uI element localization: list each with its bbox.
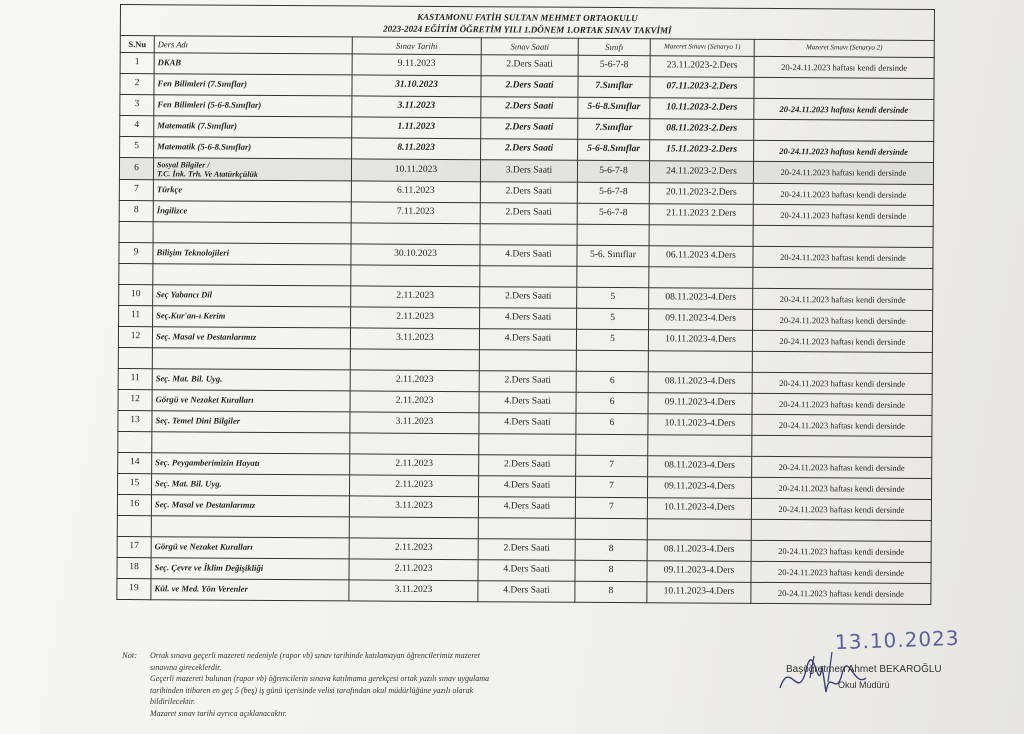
- empty-cell: [478, 518, 575, 540]
- course-name: Bilişim Teknolojileri: [153, 243, 351, 265]
- class-level: 6: [576, 392, 648, 413]
- makeup-scenario-2: 20-24.11.2023 haftası kendi dersinde: [752, 456, 932, 478]
- class-level: 5: [577, 287, 649, 308]
- makeup-scenario-1: 09.11.2023-4.Ders: [647, 477, 751, 499]
- course-name: Matematik (7.Sınıflar): [154, 116, 352, 138]
- exam-date: 31.10.2023: [352, 75, 481, 97]
- makeup-scenario-2: 20-24.11.2023 haftası kendi dersinde: [754, 98, 934, 120]
- course-name: [153, 158, 351, 181]
- exam-hour: 4.Ders Saati: [478, 560, 575, 582]
- exam-date: 2.11.2023: [350, 391, 479, 413]
- class-level: 5-6-8.Sınıflar: [578, 139, 650, 160]
- row-number: 15: [118, 473, 152, 494]
- empty-cell: [118, 347, 152, 368]
- class-level: 6: [576, 413, 648, 434]
- note-line: Geçerli mazereti bulunan (rapor vb) öğrencilerin sınava katılmama gerekçesi ortak yazılı sınav uygulama: [150, 674, 490, 683]
- exam-hour: 4.Ders Saati: [478, 581, 575, 603]
- course-name: Görgü ve Nezaket Kuralları: [151, 537, 349, 559]
- empty-cell: [117, 515, 151, 536]
- class-level: 5-6-7-8: [577, 182, 649, 203]
- empty-cell: [153, 264, 351, 286]
- exam-date: 3.11.2023: [350, 328, 479, 350]
- class-level: 5: [577, 308, 649, 329]
- makeup-scenario-1: 09.11.2023-4.Ders: [648, 393, 752, 415]
- exam-hour: 4.Ders Saati: [479, 413, 576, 435]
- course-name: Seç. Temel Dini Bilgiler: [152, 411, 350, 433]
- course-name: Görgü ve Nezaket Kuralları: [152, 390, 350, 412]
- makeup-scenario-2: 20-24.11.2023 haftası kendi dersinde: [753, 161, 933, 184]
- makeup-scenario-1: 10.11.2023-4.Ders: [648, 414, 752, 436]
- makeup-scenario-1: 10.11.2023-4.Ders: [647, 498, 751, 520]
- exam-schedule-sheet: [116, 4, 935, 605]
- exam-hour: 2.Ders Saati: [481, 97, 578, 119]
- class-level: 5-6-8.Sınıflar: [578, 97, 650, 118]
- empty-cell: [350, 433, 479, 455]
- empty-cell: [576, 350, 648, 371]
- signature-scribble: [770, 648, 880, 708]
- exam-hour: 4.Ders Saati: [480, 245, 577, 267]
- exam-date: 2.11.2023: [349, 475, 478, 497]
- row-number: 9: [119, 242, 153, 263]
- class-level: 8: [575, 560, 647, 581]
- makeup-scenario-1: 09.11.2023-4.Ders: [649, 309, 753, 331]
- exam-hour: 4.Ders Saati: [479, 329, 576, 351]
- makeup-scenario-2: 20-24.11.2023 haftası kendi dersinde: [753, 204, 933, 226]
- empty-cell: [648, 435, 752, 457]
- makeup-scenario-1: 10.11.2023-2.Ders: [650, 98, 754, 120]
- notes-label: Not:: [122, 650, 138, 660]
- empty-cell: [151, 516, 349, 538]
- class-level: 5: [576, 329, 648, 350]
- makeup-scenario-2: 20-24.11.2023 haftası kendi dersinde: [751, 477, 931, 499]
- row-number: 5: [120, 137, 154, 158]
- class-level: 5-6-7-8: [577, 203, 649, 224]
- empty-cell: [752, 435, 932, 457]
- row-number: 1: [120, 53, 154, 74]
- col-makeup-1: Mazeret Sınavı (Senaryo 1): [650, 39, 754, 57]
- makeup-scenario-1: 09.11.2023-4.Ders: [647, 561, 751, 583]
- exam-hour: 4.Ders Saati: [478, 476, 575, 498]
- class-level: 5-6. Sınıflar: [577, 245, 649, 266]
- empty-cell: [119, 221, 153, 242]
- empty-cell: [647, 519, 751, 541]
- class-level: 5-6-7-8: [577, 160, 649, 182]
- makeup-scenario-1: 21.11.2023 2.Ders: [649, 204, 753, 226]
- course-name: Seç.Kur'an-ı Kerim: [153, 306, 351, 328]
- exam-date: 2.11.2023: [350, 454, 479, 476]
- makeup-scenario-1: 15.11.2023-2.Ders: [650, 140, 754, 162]
- note-line: sınavına gireceklerdir.: [150, 662, 222, 672]
- col-class: Sınıfı: [578, 38, 650, 55]
- makeup-scenario-2: 20-24.11.2023 haftası kendi dersinde: [751, 561, 931, 583]
- row-number: 7: [119, 179, 153, 200]
- row-number: 10: [119, 284, 153, 305]
- empty-cell: [577, 266, 649, 287]
- principal-name: Başöğretmen Ahmet BEKAROĞLU: [786, 664, 942, 675]
- course-name-line-1: Sosyal Bilgiler /: [156, 159, 210, 170]
- empty-cell: [648, 351, 752, 373]
- class-level: 5-6-7-8: [578, 55, 650, 76]
- empty-cell: [479, 434, 576, 456]
- exam-date: 3.11.2023: [352, 96, 481, 118]
- course-name: Seç. Çevre ve İklim Değişikliği: [151, 558, 349, 580]
- empty-cell: [751, 519, 931, 541]
- class-level: 7: [575, 497, 647, 518]
- empty-cell: [119, 263, 153, 284]
- course-name: İngilizce: [153, 201, 351, 223]
- makeup-scenario-2: 20-24.11.2023 haftası kendi dersinde: [753, 309, 933, 331]
- makeup-scenario-2: 20-24.11.2023 haftası kendi dersinde: [754, 56, 934, 78]
- col-makeup-2: Mazeret Sınavı (Senaryo 2): [754, 39, 934, 57]
- exam-date: 2.11.2023: [349, 559, 478, 581]
- class-level: 8: [575, 581, 647, 602]
- course-name: DKAB: [154, 53, 352, 75]
- row-number: 6: [119, 158, 153, 180]
- exam-hour: 2.Ders Saati: [481, 76, 578, 98]
- makeup-scenario-2: 20-24.11.2023 haftası kendi dersinde: [752, 414, 932, 436]
- empty-cell: [351, 223, 480, 245]
- class-level: 7.Sınıflar: [578, 118, 650, 139]
- row-number: 2: [120, 74, 154, 95]
- makeup-scenario-1: 08.11.2023-4.Ders: [648, 456, 752, 478]
- course-name: Fen Bilimleri (5-6-8.Sınıflar): [154, 95, 352, 117]
- empty-cell: [649, 267, 753, 289]
- table-title: [120, 5, 934, 41]
- course-name: Seç Yabancı Dil: [153, 285, 351, 307]
- row-number: 4: [120, 116, 154, 137]
- note-line: Ortak sınava geçerli mazereti nedeniyle (rapor vb) sınav tarihinde katılamayan öğrencilerimiz mazeret: [150, 651, 480, 660]
- row-number: 16: [117, 494, 151, 515]
- makeup-scenario-2: 20-24.11.2023 haftası kendi dersinde: [753, 246, 933, 268]
- makeup-scenario-1: 06.11.2023 4.Ders: [649, 246, 753, 268]
- empty-cell: [576, 434, 648, 455]
- makeup-scenario-1: 08.11.2023-4.Ders: [649, 288, 753, 310]
- empty-cell: [575, 518, 647, 539]
- row-number: 3: [120, 95, 154, 116]
- empty-cell: [349, 517, 478, 539]
- empty-cell: [480, 266, 577, 288]
- course-name: Seç. Mat. Bil. Uyg.: [152, 369, 350, 391]
- table-row: [117, 578, 931, 604]
- empty-cell: [753, 267, 933, 289]
- makeup-scenario-2: 20-24.11.2023 haftası kendi dersinde: [751, 498, 931, 520]
- row-number: 18: [117, 557, 151, 578]
- exam-hour: 2.Ders Saati: [481, 118, 578, 140]
- exam-hour: 2.Ders Saati: [480, 287, 577, 309]
- empty-cell: [752, 351, 932, 373]
- note-line: tarihinden itibaren en geç 5 (beş) iş günü içerisinde velisi tarafından okul müdürlüğüne yazılı olarak: [150, 685, 474, 695]
- exam-date: 8.11.2023: [352, 138, 481, 160]
- exam-hour: 4.Ders Saati: [478, 497, 575, 519]
- empty-cell: [480, 224, 577, 246]
- row-number: 12: [118, 389, 152, 410]
- empty-cell: [152, 432, 350, 454]
- empty-cell: [649, 225, 753, 247]
- course-name: Seç. Mat. Bil. Uyg.: [152, 474, 350, 496]
- class-level: 7: [576, 455, 648, 476]
- makeup-scenario-2: 20-24.11.2023 haftası kendi dersinde: [754, 140, 934, 162]
- class-level: 6: [576, 371, 648, 392]
- principal-role: Okul Müdürü: [838, 680, 890, 690]
- exam-date: 6.11.2023: [351, 181, 480, 203]
- class-level: 7.Sınıflar: [578, 76, 650, 97]
- exam-date: 7.11.2023: [351, 202, 480, 224]
- makeup-scenario-2: 20-24.11.2023 haftası kendi dersinde: [752, 372, 932, 394]
- handwritten-date: 13.10.2023: [834, 625, 960, 655]
- exam-date: 10.11.2023: [351, 159, 480, 182]
- empty-cell: [351, 265, 480, 287]
- makeup-scenario-1: 08.11.2023-4.Ders: [648, 372, 752, 394]
- empty-cell: [350, 349, 479, 371]
- exam-date: 3.11.2023: [349, 580, 478, 602]
- exam-date: 2.11.2023: [350, 370, 479, 392]
- exam-schedule-table: [116, 4, 935, 605]
- exam-date: 2.11.2023: [351, 307, 480, 329]
- exam-hour: 4.Ders Saati: [480, 308, 577, 330]
- exam-hour: 2.Ders Saati: [478, 539, 575, 561]
- course-name: Matematik (5-6-8.Sınıflar): [154, 137, 352, 159]
- row-number: 11: [119, 305, 153, 326]
- empty-cell: [152, 348, 350, 370]
- empty-cell: [118, 431, 152, 452]
- exam-hour: 2.Ders Saati: [481, 55, 578, 77]
- col-course: Ders Adı: [154, 36, 352, 54]
- course-name: Seç. Masal ve Destanlarımız: [151, 495, 349, 517]
- row-number: 8: [119, 200, 153, 221]
- row-number: 13: [118, 410, 152, 431]
- course-name: Kül. ve Med. Yön Verenler: [151, 579, 349, 601]
- row-number: 12: [118, 326, 152, 347]
- schedule-subtitle: 2023-2024 EĞİTİM ÖĞRETİM YILI 1.DÖNEM 1.ORTAK SINAV TAKVİMİ: [383, 23, 672, 36]
- makeup-scenario-1: 24.11.2023-2.Ders: [649, 161, 753, 184]
- exam-hour: 2.Ders Saati: [480, 203, 577, 225]
- exam-date: 2.11.2023: [349, 538, 478, 560]
- exam-date: 3.11.2023: [349, 496, 478, 518]
- col-hour: Sınav Saati: [481, 38, 578, 56]
- exam-date: 2.11.2023: [351, 286, 480, 308]
- exam-date: 3.11.2023: [350, 412, 479, 434]
- makeup-scenario-2: 20-24.11.2023 haftası kendi dersinde: [752, 393, 932, 415]
- note-line: bildirilecektir.: [150, 697, 196, 706]
- row-number: 14: [118, 452, 152, 473]
- exam-hour: 2.Ders Saati: [480, 182, 577, 204]
- row-number: 17: [117, 536, 151, 557]
- class-level: 7: [575, 476, 647, 497]
- course-name: Fen Bilimleri (7.Sınıflar): [154, 74, 352, 96]
- row-number: 19: [117, 578, 151, 599]
- makeup-scenario-1: 08.11.2023-4.Ders: [647, 540, 751, 562]
- exam-date: 30.10.2023: [351, 244, 480, 266]
- makeup-scenario-2: 20-24.11.2023 haftası kendi dersinde: [753, 183, 933, 205]
- makeup-scenario-1: 10.11.2023-4.Ders: [647, 582, 751, 604]
- exam-hour: 4.Ders Saati: [479, 392, 576, 414]
- course-name: Türkçe: [153, 180, 351, 202]
- makeup-scenario-1: 08.11.2023-2.Ders: [650, 119, 754, 141]
- note-line: Mazaret sınav tarihi ayrıca açıklanacaktır.: [150, 708, 287, 718]
- course-name: Seç. Masal ve Destanlarımız: [152, 327, 350, 349]
- makeup-scenario-2: [754, 119, 934, 141]
- class-level: 8: [575, 539, 647, 560]
- course-name: Seç. Peygamberimizin Hayatı: [152, 453, 350, 475]
- makeup-scenario-1: 07.11.2023-2.Ders: [650, 77, 754, 99]
- school-name: KASTAMONU FATİH SULTAN MEHMET ORTAOKULU: [417, 11, 638, 24]
- empty-cell: [577, 224, 649, 245]
- empty-cell: [479, 350, 576, 372]
- makeup-scenario-2: [754, 77, 934, 99]
- exam-hour: 2.Ders Saati: [481, 139, 578, 161]
- col-date: Sınav Tarihi: [352, 37, 481, 55]
- makeup-scenario-1: 20.11.2023-2.Ders: [649, 183, 753, 205]
- empty-cell: [753, 225, 933, 247]
- makeup-scenario-1: 23.11.2023-2.Ders: [650, 56, 754, 78]
- makeup-scenario-1: 10.11.2023-4.Ders: [648, 330, 752, 352]
- makeup-scenario-2: 20-24.11.2023 haftası kendi dersinde: [753, 288, 933, 310]
- course-name-line-2: T.C. İnk. Trh. Ve Atatürkçülük: [156, 168, 258, 179]
- row-number: 11: [118, 368, 152, 389]
- table-body: [117, 53, 934, 605]
- exam-hour: 2.Ders Saati: [479, 371, 576, 393]
- col-no: S.Nu: [120, 36, 154, 53]
- makeup-scenario-2: 20-24.11.2023 haftası kendi dersinde: [752, 330, 932, 352]
- makeup-scenario-2: 20-24.11.2023 haftası kendi dersinde: [751, 582, 931, 604]
- empty-cell: [153, 222, 351, 244]
- notes-body: [150, 650, 620, 719]
- exam-date: 1.11.2023: [352, 117, 481, 139]
- makeup-scenario-2: 20-24.11.2023 haftası kendi dersinde: [751, 540, 931, 562]
- exam-hour: 2.Ders Saati: [479, 455, 576, 477]
- exam-hour: 3.Ders Saati: [480, 160, 577, 183]
- exam-date: 9.11.2023: [352, 54, 481, 76]
